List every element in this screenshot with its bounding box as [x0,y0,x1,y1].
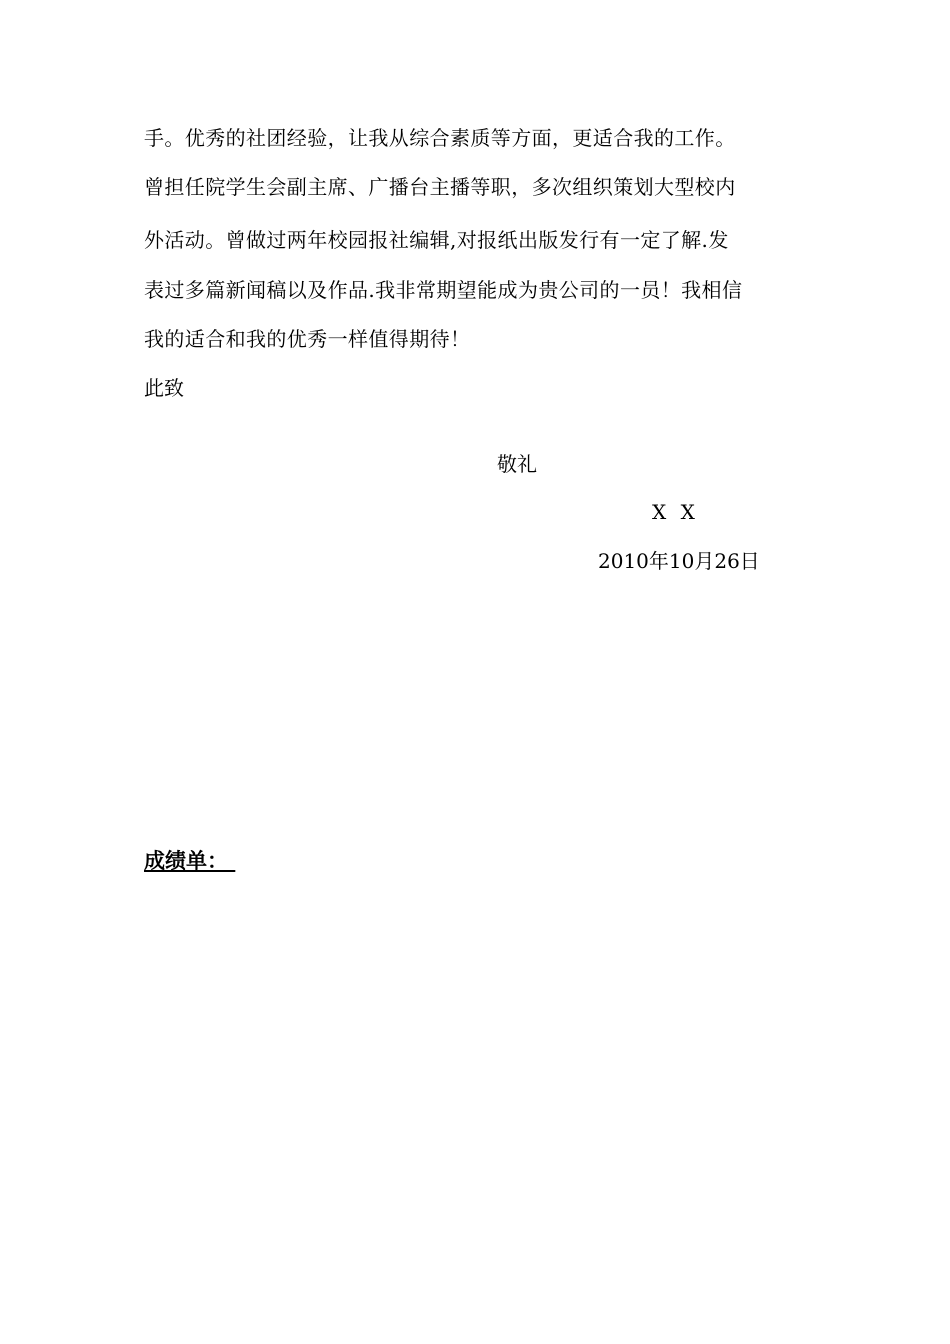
letter-body-line-1: 手。优秀的社团经验，让我从综合素质等方面，更适合我的工作。 [144,126,736,150]
letter-body-line-4: 表过多篇新闻稿以及作品.我非常期望能成为贵公司的一员！我相信 [144,278,743,302]
letter-body-line-2: 曾担任院学生会副主席、广播台主播等职，多次组织策划大型校内 [144,175,736,199]
letter-signature: X X [652,500,699,524]
transcript-heading: 成绩单： [144,849,236,873]
letter-date: 2010年10月26日 [598,549,760,573]
letter-regards: 敬礼 [497,452,537,476]
letter-body-line-3: 外活动。曾做过两年校园报社编辑,对报纸出版发行有一定了解.发 [144,228,729,252]
letter-closing: 此致 [144,376,184,400]
letter-body-line-5: 我的适合和我的优秀一样值得期待！ [144,327,471,351]
